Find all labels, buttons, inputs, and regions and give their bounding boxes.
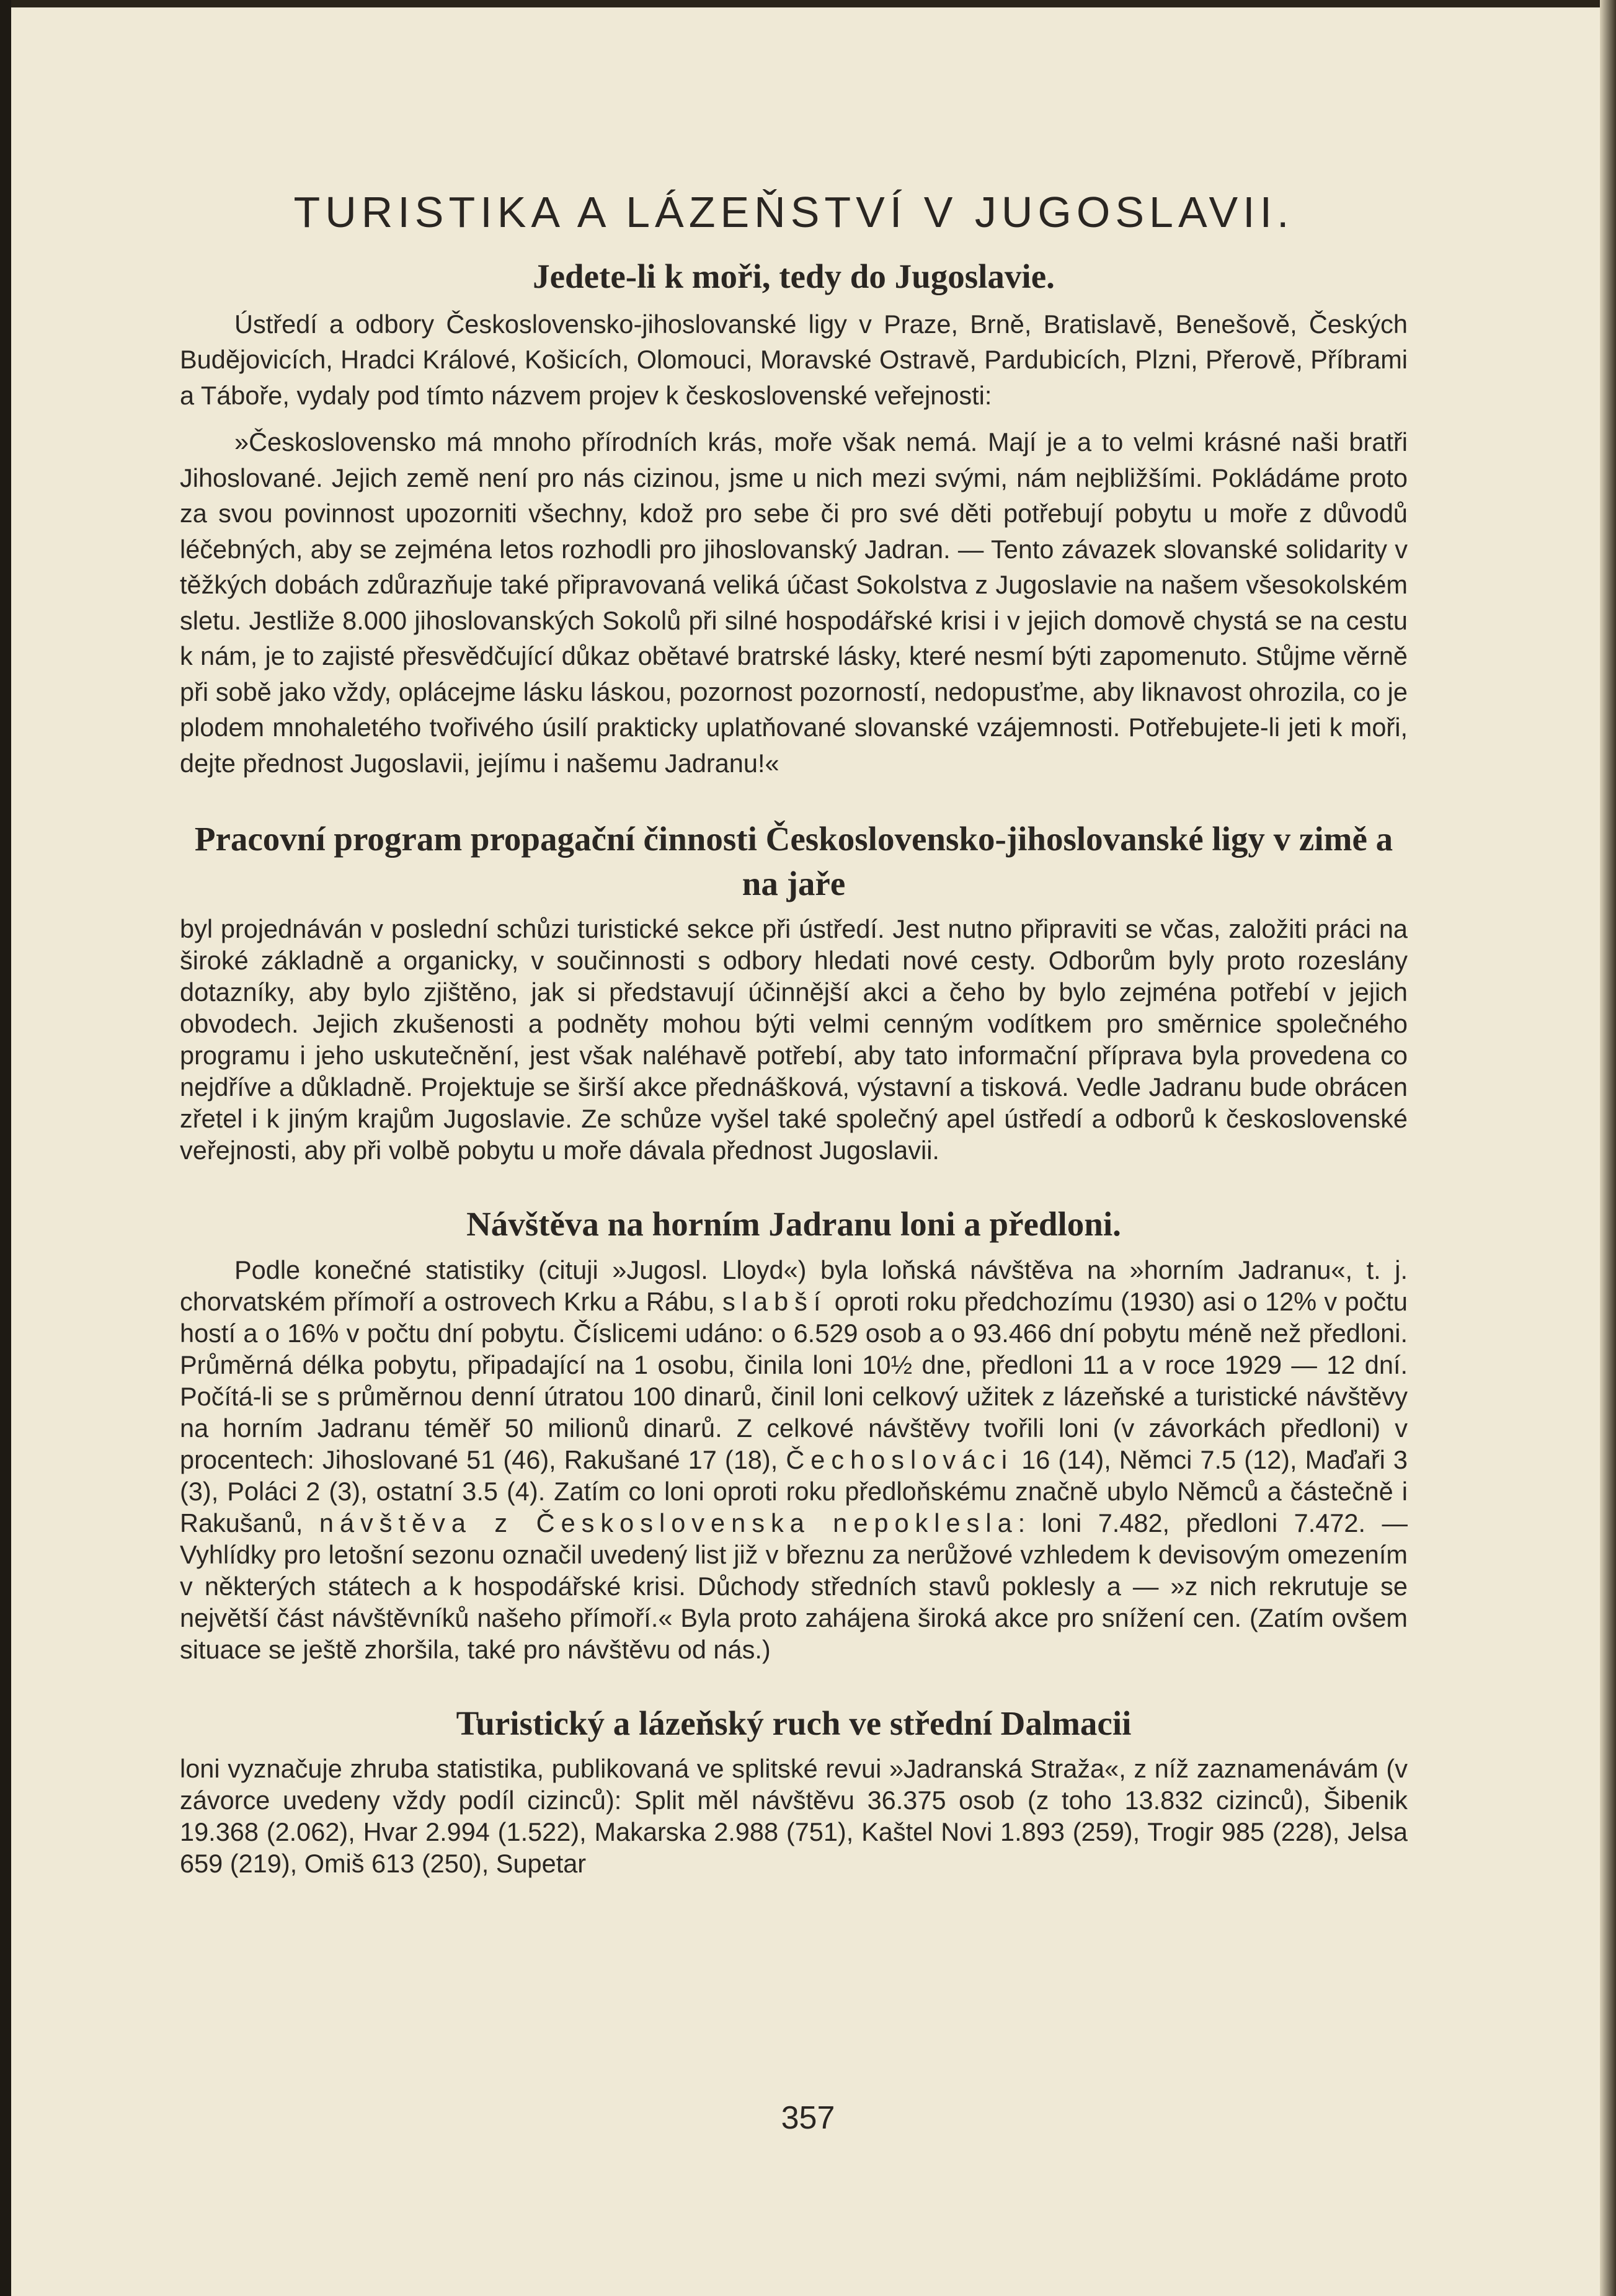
page-number: 357 bbox=[781, 2100, 835, 2136]
section-3-text-3: 16 (14), Němci 7.5 (12), Maďaři 3 (3), Poláci 2 (3), ostatní 3.5 (4). Zatím co loni oproti roku předloňskému značně ubylo Němců a částečně i Rakušanů, bbox=[180, 1444, 1408, 1537]
section-1-heading: Jedete-li k moři, tedy do Jugoslavie. bbox=[533, 257, 1055, 295]
section-3-heading: Návštěva na horním Jadranu loni a předloni. bbox=[466, 1205, 1121, 1243]
section-3-text-4: : loni 7.482, předloni 7.472. — Vyhlídky pro letošní sezonu označil uvedený list již v březnu za nerůžové vzhledem k devisovým omezením v některých státech a k hospodářské krisi. Důchody středních stavů poklesly a — »z nich rekrutuje se největší část návštěvníků našeho přímoří.« Byla proto zahájena široká akce pro snížení cen. (Zatím ovšem situace se ještě zhoršila, také pro návštěvu od nás.) bbox=[180, 1508, 1408, 1664]
section-3-text-1: Podle konečné statistiky (cituji »Jugosl. Lloyd«) byla loňská návštěva na »horním Jadranu«, t. j. chorvatském přímoří a ostrovech Krku a Rábu, bbox=[180, 1255, 1408, 1316]
section-2-body: byl projednáván v poslední schůzi turistické sekce při ústředí. Jest nutno připraviti se včas, založiti práci na široké základně a organicky, v součinnosti s odbory hledati nové cesty. Odborům byly proto rozeslány dotazníky, aby bylo zjištěno, jak si představují účinnější akci a čeho by bylo zejména potřebí v jejich obvodech. Jejich zkušenosti a podněty mohou býti velmi cenným vodítkem pro směrnice společného programu i jeho uskutečnění, jest však naléhavě potřebí, aby tato informační příprava byla provedena co nejdříve a důkladně. Projektuje se širší akce přednášková, výstavní a tisková. Vedle Jadranu bude obrácen zřetel i k jiným krajům Jugoslavie. Ze schůze vyšel také společný apel ústředí a odborů k československé veřejnosti, aby při volbě pobytu u moře dávala přednost Jugoslavii. bbox=[180, 914, 1408, 1165]
section-2-heading: Pracovní program propagační činnosti Československo-jihoslovanské ligy v zimě a na jaře bbox=[194, 820, 1393, 902]
scan-edge-top bbox=[0, 0, 1616, 7]
section-3-body bbox=[180, 1254, 1408, 1665]
section-3-emphasis-2: Čechoslováci bbox=[786, 1444, 1014, 1474]
scan-edge-right bbox=[1600, 0, 1616, 2296]
section-1-intro: Ústředí a odbory Československo-jihoslovanské ligy v Praze, Brně, Bratislavě, Benešově, Českých Budějovicích, Hradci Králové, Košicích, Olomouci, Moravské Ostravě, Pardubicích, Plzni, Přerově, Příbrami a Táboře, vydaly pod tímto názvem projev k československé veřejnosti: bbox=[180, 309, 1408, 410]
section-4-heading: Turistický a lázeňský ruch ve střední Dalmacii bbox=[456, 1704, 1132, 1742]
page-title: TURISTIKA A LÁZEŇSTVÍ V JUGOSLAVII. bbox=[293, 188, 1294, 236]
scan-edge-left bbox=[0, 0, 11, 2296]
section-4-body: loni vyznačuje zhruba statistika, publikovaná ve splitské revui »Jadranská Straža«, z níž zaznamenávám (v závorce uvedeny vždy podíl cizinců): Split měl návštěvu 36.375 osob (z toho 13.832 cizinců), Šibenik 19.368 (2.062), Hvar 2.994 (1.522), Makarska 2.988 (751), Kaštel Novi 1.893 (259), Trogir 985 (228), Jelsa 659 (219), Omiš 613 (250), Supetar bbox=[180, 1754, 1408, 1878]
section-3-emphasis-1: slabší bbox=[722, 1286, 827, 1316]
article bbox=[180, 186, 1408, 1879]
section-3-text-2: oproti roku předchozímu (1930) asi o 12% v počtu hostí a o 16% v počtu dní pobytu. Číslicemi udáno: o 6.529 osob a o 93.466 dní pobytu méně než předloni. Průměrná délka pobytu, připadající na 1 osobu, činila loni 10½ dne, předloni 11 a v roce 1929 — 12 dní. Počítá-li se s průměrnou denní útratou 100 dinarů, činil loni celkový užitek z lázeňské a turistické návštěvy na horním Jadranu téměř 50 milionů dinarů. Z celkové návštěvy tvořili loni (v závorkách předloni) v procentech: Jihoslované 51 (46), Rakušané 17 (18), bbox=[180, 1286, 1408, 1474]
section-1-quote: »Československo má mnoho přírodních krás, moře však nemá. Mají je a to velmi krásné naši bratři Jihoslované. Jejich země není pro nás cizinou, jsme u nich mezi svými, nám nejbližšími. Pokládáme proto za svou povinnost upozorniti všechny, kdož pro sebe či pro své děti potřebují pobytu u moře z důvodů léčebných, aby se zejména letos rozhodli pro jihoslovanský Jadran. — Tento závazek slovanské solidarity v těžkých dobách zdůrazňuje také připravovaná veliká účast Sokolstva z Jugoslavie na našem všesokolském sletu. Jestliže 8.000 jihoslovanských Sokolů při silné hospodářské krisi i v jejich domově chystá se na cestu k nám, je to zajisté přesvědčující důkaz obětavé bratrské lásky, které nesmí býti zapomenuto. Stůjme věrně při sobě jako vždy, opláceјme lásku láskou, pozornost pozorností, nedopusťme, aby liknavost ohrozila, co je plodem mnohaletého tvořivého úsilí prakticky uplatňované slovanské vzájemnosti. Potřebujete-li jeti k moři, dejte přednost Jugoslavii, jejímu i našemu Jadranu!« bbox=[180, 427, 1408, 778]
section-3-emphasis-3: návštěva z Československa nepoklesla bbox=[319, 1508, 1018, 1537]
